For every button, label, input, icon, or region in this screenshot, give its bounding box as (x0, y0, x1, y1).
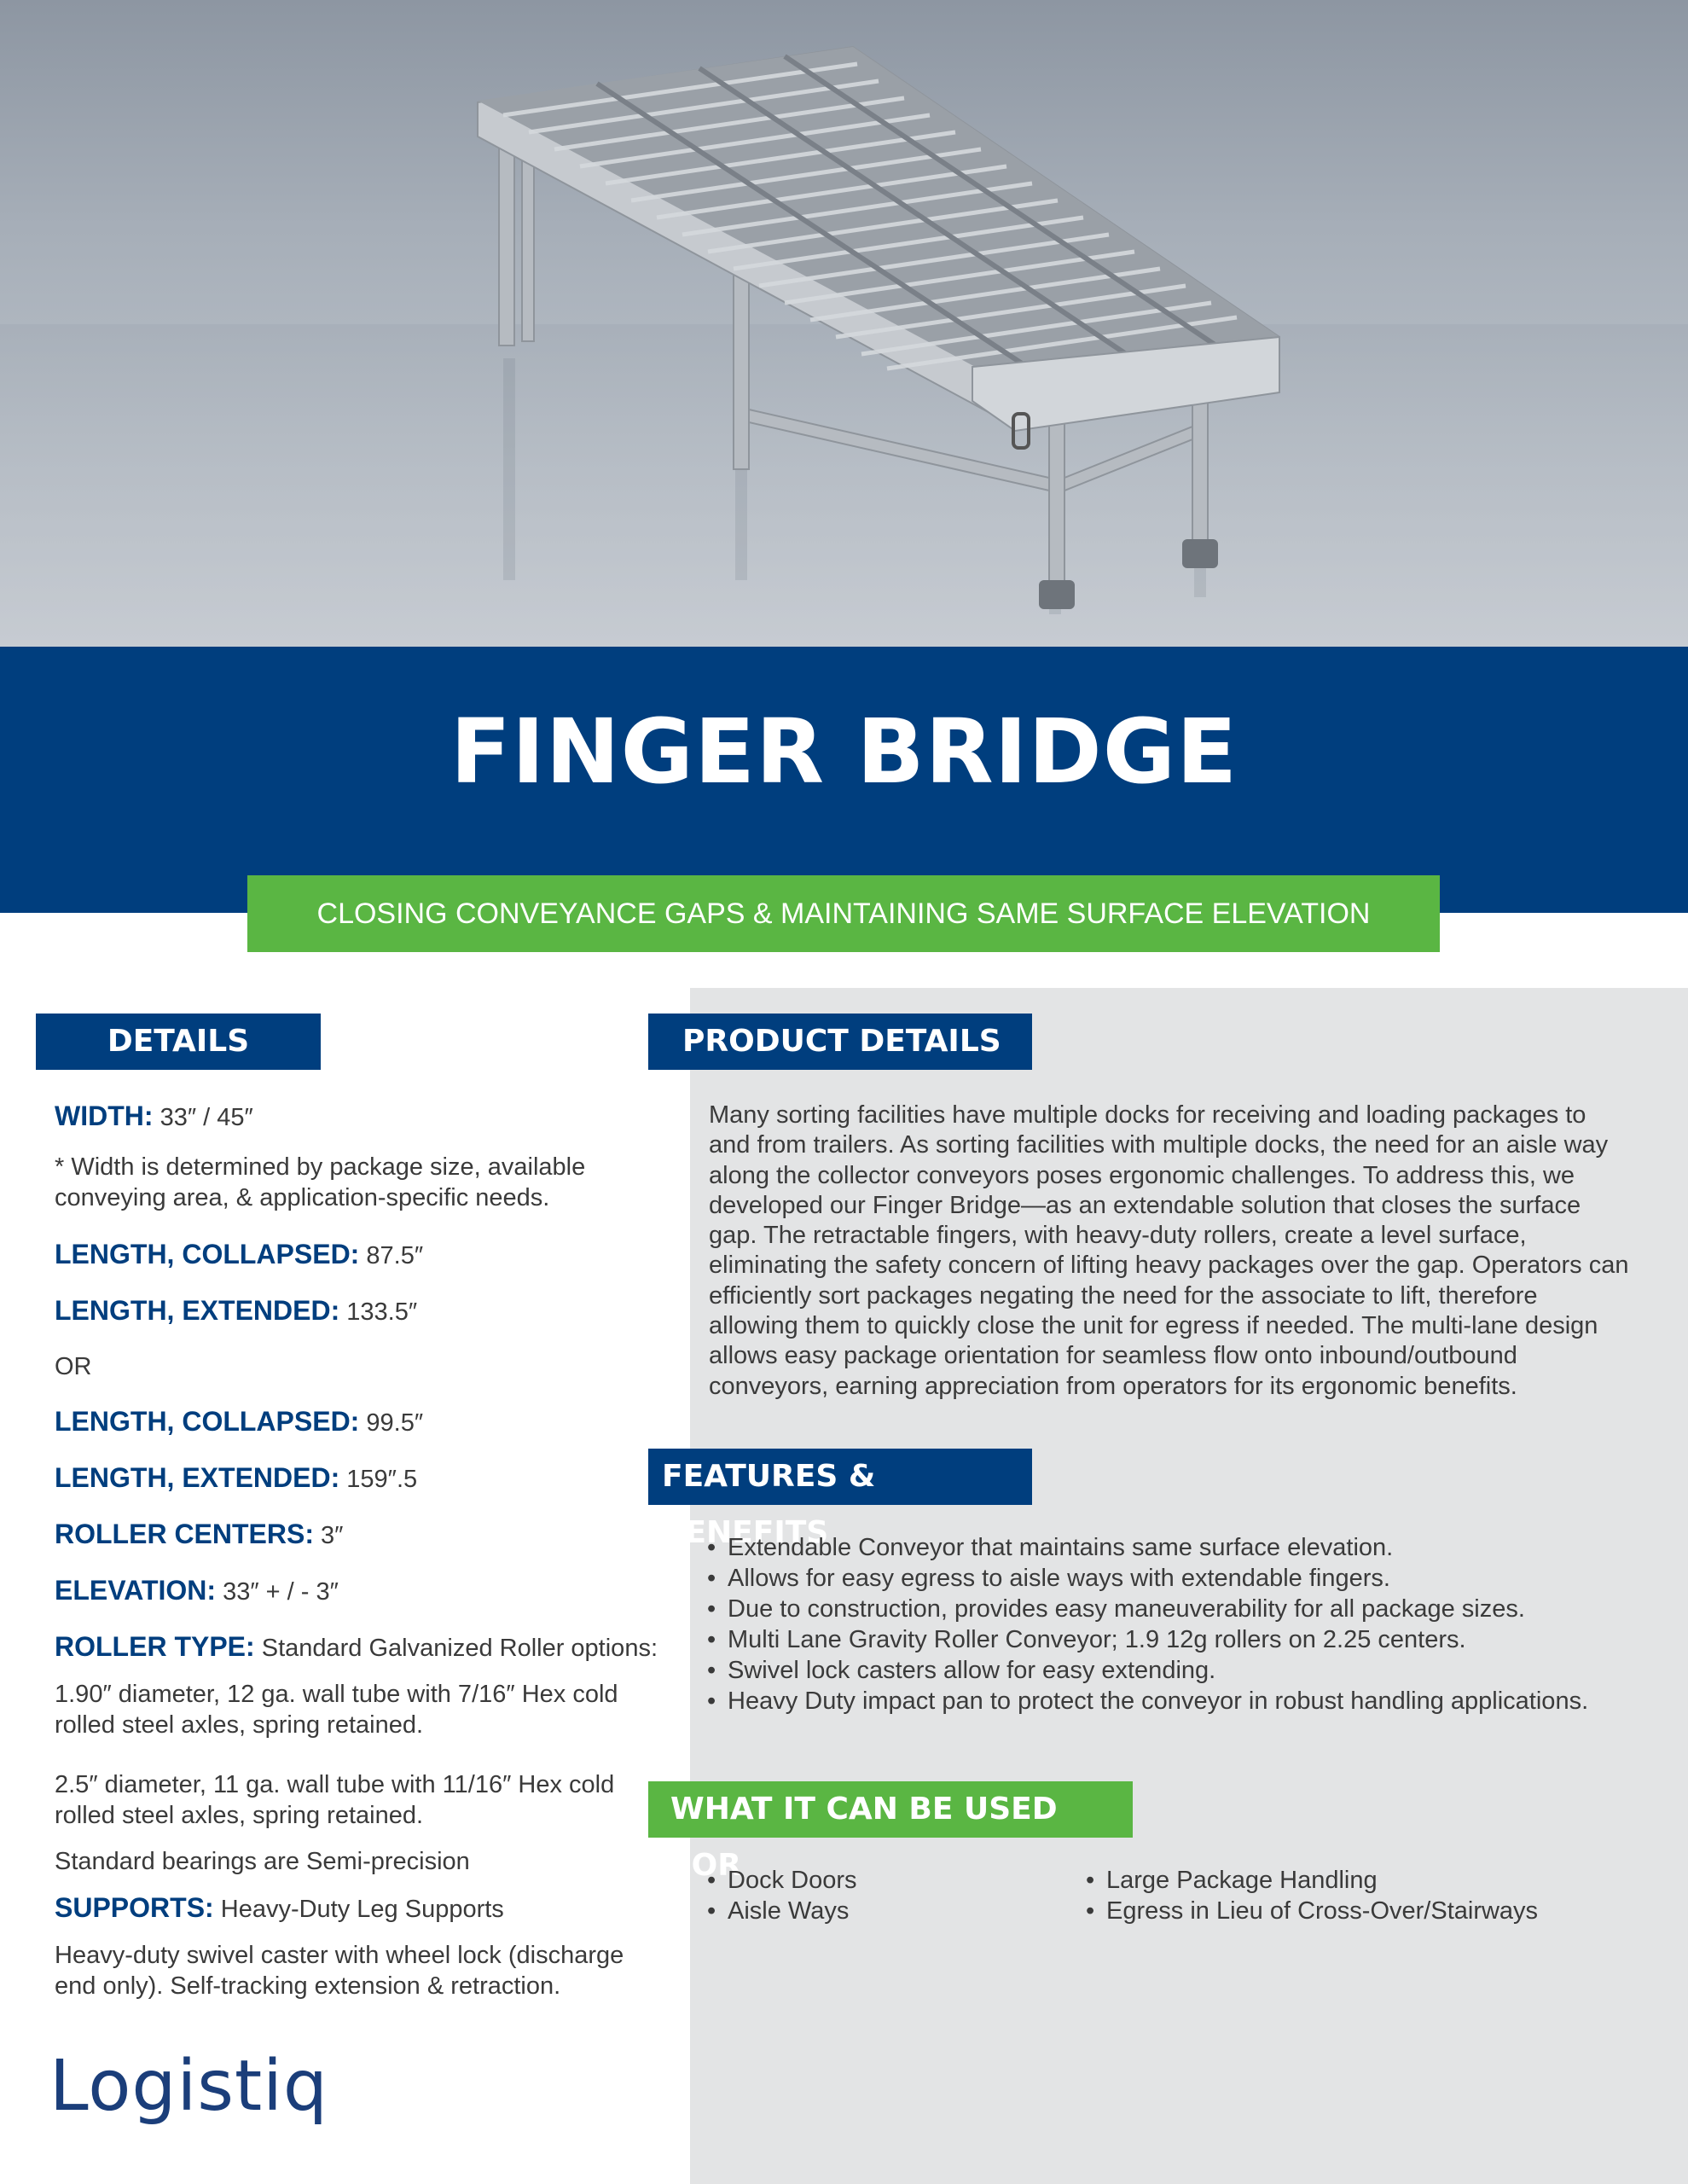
length-collapsed-row-1 (55, 1239, 669, 1271)
length-collapsed-row-2 (55, 1406, 669, 1438)
uses-heading: WHAT IT CAN BE USED FOR (648, 1781, 1133, 1838)
roller-centers-row (55, 1519, 669, 1551)
logo-wordmark: Logistiq (49, 2046, 328, 2127)
list-item: • Large Package Handling (1086, 1865, 1538, 1896)
length-extended-row-1 (55, 1295, 669, 1327)
product-details-heading: PRODUCT DETAILS (648, 1014, 1032, 1070)
roller-option-2: 2.5″ diameter, 11 ga. wall tube with 11/16″ Hex cold rolled steel axles, spring retained. (55, 1771, 615, 1829)
roller-type-row (55, 1631, 669, 1664)
list-item: • Aisle Ways (707, 1896, 857, 1926)
supports-row (55, 1892, 669, 1925)
width-note: * Width is determined by package size, available conveying area, & application-specific needs. (55, 1153, 586, 1211)
length-extended-value: 133.5″ (339, 1298, 418, 1326)
length-collapsed-value: 87.5″ (359, 1242, 424, 1269)
page-title: FINGER BRIDGE (450, 700, 1238, 804)
hero-image (0, 0, 1688, 647)
roller-centers-value: 3″ (314, 1522, 344, 1549)
length-extended-label: LENGTH, EXTENDED: (55, 1295, 340, 1326)
details-column (55, 1101, 669, 2025)
length-extended-row-2 (55, 1462, 669, 1495)
logistiq-logo (49, 2046, 339, 2128)
length-collapsed-value: 99.5″ (359, 1409, 424, 1437)
elevation-value: 33″ + / - 3″ (216, 1578, 339, 1606)
length-extended-label: LENGTH, EXTENDED: (55, 1462, 340, 1493)
details-heading: DETAILS (36, 1014, 321, 1070)
features-heading: FEATURES & BENEFITS (648, 1449, 1032, 1505)
uses-list-column-2 (1086, 1865, 1538, 1926)
width-row (55, 1101, 669, 1133)
list-item: • Swivel lock casters allow for easy extending. (707, 1655, 1588, 1686)
elevation-row (55, 1575, 669, 1607)
length-extended-value: 159″.5 (339, 1466, 418, 1493)
roller-centers-label: ROLLER CENTERS: (55, 1519, 314, 1549)
list-item: • Egress in Lieu of Cross-Over/Stairways (1086, 1896, 1538, 1926)
list-item: • Dock Doors (707, 1865, 857, 1896)
caster-note: Heavy-duty swivel caster with wheel lock (discharge end only). Self-tracking extension & retraction. (55, 1942, 624, 2000)
roller-type-value: Standard Galvanized Roller options: (254, 1635, 658, 1662)
roller-option-1: 1.90″ diameter, 12 ga. wall tube with 7/16″ Hex cold rolled steel axles, spring retained. (55, 1681, 618, 1739)
product-description: Many sorting facilities have multiple docks for receiving and loading packages to and from trailers. As sorting facilities with multiple docks, the need for an aisle way along the collector conveyors poses ergonomic challenges. To address this, we developed our Finger Bridge—as an extendable solution that closes the surface gap. The retractable fingers, with heavy-duty rollers, create a level surface, eliminating the safety concern of lifting heavy packages over the gap. Operators can efficiently sort packages negating the need for the associate to lift, therefore allowing them to quickly close the unit for egress if needed. The multi-lane design allows easy package orientation for seamless flow onto inbound/outbound conveyors, earning appreciation from operators for its ergonomic benefits. (709, 1101, 1629, 1400)
elevation-label: ELEVATION: (55, 1575, 217, 1606)
bearings-note: Standard bearings are Semi-precision (55, 1848, 470, 1875)
length-collapsed-label: LENGTH, COLLAPSED: (55, 1406, 360, 1437)
supports-label: SUPPORTS: (55, 1892, 214, 1923)
supports-value: Heavy-Duty Leg Supports (213, 1896, 504, 1923)
finger-bridge-conveyor-illustration (0, 0, 1688, 647)
roller-type-label: ROLLER TYPE: (55, 1631, 255, 1662)
width-label: WIDTH: (55, 1101, 154, 1131)
list-item: • Extendable Conveyor that maintains same surface elevation. (707, 1532, 1588, 1563)
features-list (707, 1532, 1588, 1716)
list-item: • Heavy Duty impact pan to protect the conveyor in robust handling applications. (707, 1686, 1588, 1716)
list-item: • Due to construction, provides easy maneuverability for all package sizes. (707, 1594, 1588, 1624)
list-item: • Multi Lane Gravity Roller Conveyor; 1.9 12g rollers on 2.25 centers. (707, 1624, 1588, 1655)
or-separator: OR (55, 1353, 92, 1380)
width-value: 33″ / 45″ (153, 1104, 253, 1131)
tagline-banner: CLOSING CONVEYANCE GAPS & MAINTAINING SAME SURFACE ELEVATION (247, 875, 1440, 952)
uses-list-column-1 (707, 1865, 857, 1926)
list-item: • Allows for easy egress to aisle ways with extendable fingers. (707, 1563, 1588, 1594)
length-collapsed-label: LENGTH, COLLAPSED: (55, 1239, 360, 1269)
